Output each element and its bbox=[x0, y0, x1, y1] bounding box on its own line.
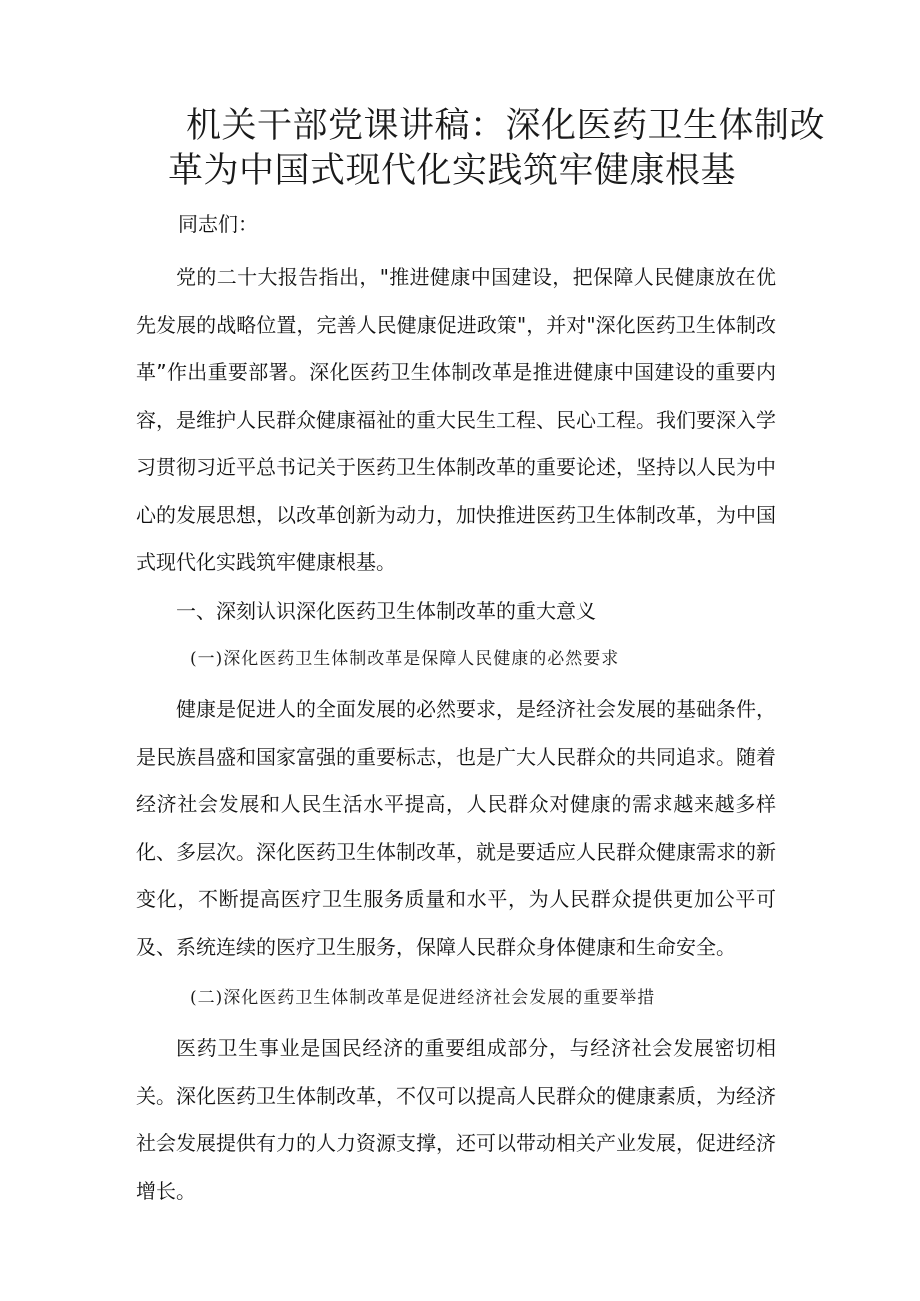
sub-heading: (一)深化医药卫生体制改革是保障人民健康的必然要求 bbox=[190, 649, 620, 669]
sub-heading: (二)深化医药卫生体制改革是促进经济社会发展的重要举措 bbox=[190, 988, 656, 1008]
title-line-2: 革为中国式现代化实践筑牢健康根基 bbox=[168, 151, 737, 191]
body-paragraph: 党的二十大报告指出，"推进健康中国建设，把保障人民健康放在优先发展的战略位置，完善人民健康促进政策"，并对"深化医药卫生体制改革”作出重要部署。深化医药卫生体制改革是推进健康中国建设的重要内容，是维护人民群众健康福祉的重大民生工程、民心工程。我们要深入学习贯彻习近平总书记关于医药卫生体制改革的重要论述，坚持以人民为中心的发展思想，以改革创新为动力，加快推进医药卫生体制改革，为中国式现代化实践筑牢健康根基。 bbox=[136, 265, 776, 574]
document-title bbox=[168, 104, 826, 194]
title-line-1: 机关干部党课讲稿：深化医药卫生体制改 bbox=[186, 106, 826, 146]
body-paragraph: 健康是促进人的全面发展的必然要求，是经济社会发展的基础条件，是民族昌盛和国家富强的重要标志，也是广大人民群众的共同追求。随着经济社会发展和人民生活水平提高，人民群众对健康的需求越来越多样化、多层次。深化医药卫生体制改革，就是要适应人民群众健康需求的新变化，不断提高医疗卫生服务质量和水平，为人民群众提供更加公平可及、系统连续的医疗卫生服务，保障人民群众身体健康和生命安全。 bbox=[136, 697, 776, 959]
section-heading: 一、深刻认识深化医药卫生体制改革的重大意义 bbox=[176, 599, 596, 623]
salutation: 同志们： bbox=[178, 212, 258, 236]
body-paragraph: 医药卫生事业是国民经济的重要组成部分，与经济社会发展密切相关。深化医药卫生体制改革，不仅可以提高人民群众的健康素质，为经济社会发展提供有力的人力资源支撑，还可以带动相关产业发展，促进经济增长。 bbox=[136, 1036, 776, 1203]
